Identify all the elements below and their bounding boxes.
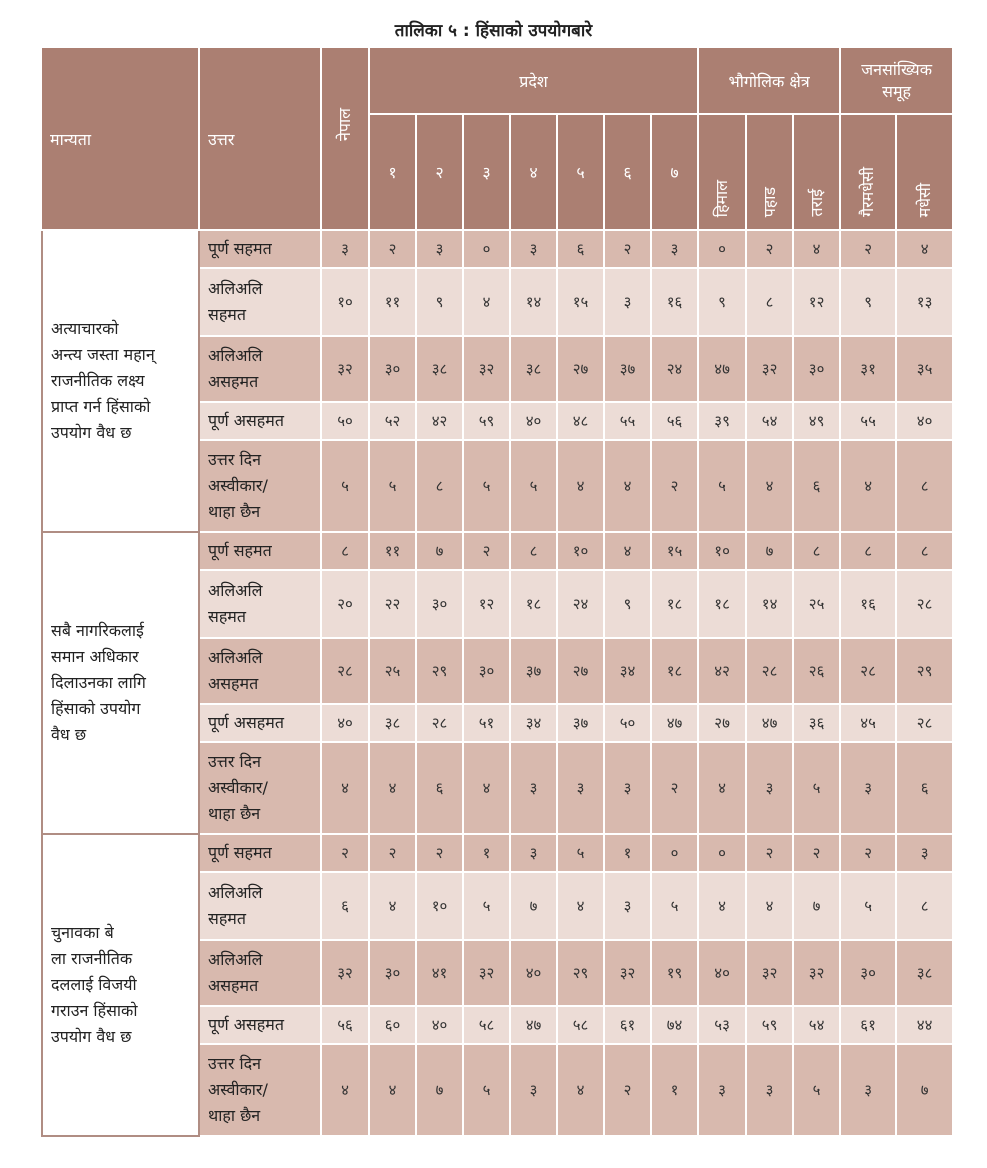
answer-label: अलिअलि xyxy=(208,950,263,969)
value-cell: ३५ xyxy=(896,336,953,402)
value-cell: ५ xyxy=(463,440,510,532)
value-cell: ० xyxy=(698,230,746,268)
value-cell: १८ xyxy=(510,570,557,638)
answer-label: अलिअलि xyxy=(208,581,263,600)
header-geo-group: भौगोलिक क्षेत्र xyxy=(698,48,840,114)
answer-label: असहमत xyxy=(208,674,259,693)
answer-label: सहमत xyxy=(208,909,247,928)
answer-label: सहमत xyxy=(208,305,247,324)
value-cell: ५ xyxy=(369,440,416,532)
value-cell: २ xyxy=(746,230,793,268)
answer-label: पूर्ण असहमत xyxy=(208,713,284,732)
value-cell: ७ xyxy=(896,1044,953,1136)
value-cell: ४८ xyxy=(557,402,604,440)
value-cell: ४० xyxy=(698,940,746,1006)
header-province-2: २ xyxy=(416,114,463,230)
value-cell: ८ xyxy=(896,532,953,570)
value-cell: ३९ xyxy=(698,402,746,440)
value-cell: ४ xyxy=(369,872,416,940)
value-cell: ३ xyxy=(557,742,604,834)
value-cell: २ xyxy=(463,532,510,570)
value-cell: २६ xyxy=(793,638,840,704)
value-cell: ८ xyxy=(416,440,463,532)
value-cell: १८ xyxy=(698,570,746,638)
header-province-5: ५ xyxy=(557,114,604,230)
header-province-6: ६ xyxy=(604,114,651,230)
value-cell: ५९ xyxy=(746,1006,793,1044)
value-cell: ४५ xyxy=(840,704,896,742)
answer-label: अस्वीकार/ xyxy=(208,778,268,797)
header-geo-pahad: पहाड xyxy=(746,114,793,230)
value-cell: ८ xyxy=(746,268,793,336)
value-cell: ८ xyxy=(840,532,896,570)
value-cell: ३ xyxy=(604,742,651,834)
value-cell: ० xyxy=(651,834,698,872)
value-cell: ५५ xyxy=(840,402,896,440)
value-cell: ५८ xyxy=(557,1006,604,1044)
value-cell: ३ xyxy=(321,230,369,268)
value-cell: ४ xyxy=(698,742,746,834)
value-cell: ० xyxy=(463,230,510,268)
value-cell: ३ xyxy=(604,268,651,336)
value-cell: ९ xyxy=(604,570,651,638)
value-cell: २९ xyxy=(416,638,463,704)
answer-cell xyxy=(199,402,321,440)
value-cell: ३२ xyxy=(321,336,369,402)
table-row xyxy=(42,230,953,268)
value-cell: ५४ xyxy=(793,1006,840,1044)
belief-cell: चुनावका बे ला राजनीतिक दललाई विजयी गराउन हिंसाको उपयोग वैध छ xyxy=(42,834,199,1136)
value-cell: ३ xyxy=(896,834,953,872)
value-cell: ९ xyxy=(698,268,746,336)
header-demographic-group: जनसांख्यिक समूह xyxy=(840,48,953,114)
value-cell: ३२ xyxy=(463,336,510,402)
value-cell: २७ xyxy=(698,704,746,742)
table-body xyxy=(42,230,953,1136)
value-cell: ३ xyxy=(510,1044,557,1136)
value-cell: २५ xyxy=(793,570,840,638)
value-cell: ४ xyxy=(463,742,510,834)
value-cell: २ xyxy=(651,440,698,532)
answer-cell xyxy=(199,336,321,402)
value-cell: ५१ xyxy=(463,704,510,742)
answer-label: अलिअलि xyxy=(208,883,263,902)
answer-cell xyxy=(199,1006,321,1044)
table-title: तालिका ५ : हिंसाको उपयोगबारे xyxy=(394,21,593,41)
answer-cell xyxy=(199,230,321,268)
value-cell: ५ xyxy=(463,1044,510,1136)
value-cell: ३७ xyxy=(604,336,651,402)
value-cell: ३२ xyxy=(321,940,369,1006)
value-cell: १२ xyxy=(793,268,840,336)
value-cell: ३० xyxy=(463,638,510,704)
answer-cell xyxy=(199,1044,321,1136)
header-demo-non-madhesi: गैरमधेसी xyxy=(840,114,896,230)
value-cell: ३७ xyxy=(510,638,557,704)
answer-cell xyxy=(199,638,321,704)
value-cell: ४ xyxy=(840,440,896,532)
value-cell: ५ xyxy=(698,440,746,532)
value-cell: २७ xyxy=(557,638,604,704)
value-cell: २ xyxy=(840,834,896,872)
value-cell: ३ xyxy=(746,1044,793,1136)
table-row xyxy=(42,532,953,570)
value-cell: ० xyxy=(698,834,746,872)
answer-label: पूर्ण असहमत xyxy=(208,1015,284,1034)
value-cell: ३८ xyxy=(896,940,953,1006)
value-cell: ५० xyxy=(321,402,369,440)
header-province-1: १ xyxy=(369,114,416,230)
value-cell: ४ xyxy=(698,872,746,940)
value-cell: ३० xyxy=(369,336,416,402)
value-cell: ६ xyxy=(416,742,463,834)
value-cell: २ xyxy=(746,834,793,872)
value-cell: २ xyxy=(321,834,369,872)
answer-cell xyxy=(199,268,321,336)
value-cell: ३२ xyxy=(746,336,793,402)
value-cell: १४ xyxy=(510,268,557,336)
value-cell: ४ xyxy=(463,268,510,336)
answer-label: असहमत xyxy=(208,976,259,995)
value-cell: २४ xyxy=(557,570,604,638)
value-cell: ३२ xyxy=(746,940,793,1006)
value-cell: ८ xyxy=(896,872,953,940)
value-cell: ४ xyxy=(321,742,369,834)
value-cell: ८ xyxy=(793,532,840,570)
value-cell: ४ xyxy=(557,440,604,532)
value-cell: २५ xyxy=(369,638,416,704)
value-cell: ४ xyxy=(557,872,604,940)
header-demo-madhesi: मधेसी xyxy=(896,114,953,230)
header-province-group: प्रदेश xyxy=(369,48,698,114)
value-cell: ३ xyxy=(510,834,557,872)
value-cell: ३ xyxy=(840,1044,896,1136)
value-cell: ५ xyxy=(321,440,369,532)
value-cell: २ xyxy=(840,230,896,268)
value-cell: ७४ xyxy=(651,1006,698,1044)
header-geo-terai: तराई xyxy=(793,114,840,230)
value-cell: २७ xyxy=(557,336,604,402)
answer-cell xyxy=(199,570,321,638)
value-cell: ४ xyxy=(369,742,416,834)
value-cell: १६ xyxy=(840,570,896,638)
answer-label: अलिअलि xyxy=(208,648,263,667)
value-cell: २८ xyxy=(746,638,793,704)
value-cell: ३२ xyxy=(604,940,651,1006)
value-cell: ३ xyxy=(746,742,793,834)
answer-label: थाहा छैन xyxy=(208,502,261,521)
value-cell: ३ xyxy=(510,742,557,834)
header-belief: मान्यता xyxy=(42,48,199,230)
value-cell: २० xyxy=(321,570,369,638)
value-cell: १० xyxy=(698,532,746,570)
value-cell: १३ xyxy=(896,268,953,336)
value-cell: ६ xyxy=(321,872,369,940)
value-cell: १ xyxy=(604,834,651,872)
answer-label: उत्तर दिन xyxy=(208,1054,261,1073)
answer-cell xyxy=(199,940,321,1006)
answer-label: पूर्ण सहमत xyxy=(208,239,272,258)
value-cell: १६ xyxy=(651,268,698,336)
answer-label: असहमत xyxy=(208,372,259,391)
value-cell: ४ xyxy=(793,230,840,268)
value-cell: ३ xyxy=(651,230,698,268)
value-cell: ३४ xyxy=(510,704,557,742)
value-cell: ४ xyxy=(896,230,953,268)
value-cell: ६ xyxy=(793,440,840,532)
value-cell: २ xyxy=(416,834,463,872)
value-cell: ५ xyxy=(840,872,896,940)
answer-label: अलिअलि xyxy=(208,346,263,365)
value-cell: ३ xyxy=(416,230,463,268)
answer-label: अस्वीकार/ xyxy=(208,1080,268,1099)
value-cell: ३७ xyxy=(557,704,604,742)
value-cell: ९ xyxy=(840,268,896,336)
value-cell: ४२ xyxy=(698,638,746,704)
value-cell: १ xyxy=(651,1044,698,1136)
value-cell: ४९ xyxy=(793,402,840,440)
value-cell: २९ xyxy=(557,940,604,1006)
value-cell: ४४ xyxy=(896,1006,953,1044)
value-cell: २ xyxy=(604,1044,651,1136)
answer-cell xyxy=(199,440,321,532)
value-cell: २ xyxy=(793,834,840,872)
value-cell: ४ xyxy=(369,1044,416,1136)
value-cell: ११ xyxy=(369,532,416,570)
value-cell: ५६ xyxy=(651,402,698,440)
value-cell: १० xyxy=(321,268,369,336)
answer-cell xyxy=(199,742,321,834)
value-cell: ६ xyxy=(557,230,604,268)
value-cell: १५ xyxy=(651,532,698,570)
value-cell: ७ xyxy=(416,532,463,570)
value-cell: ८ xyxy=(896,440,953,532)
belief-cell: सबै नागरिकलाई समान अधिकार दिलाउनका लागि हिंसाको उपयोग वैध छ xyxy=(42,532,199,834)
table-row xyxy=(42,834,953,872)
value-cell: ६० xyxy=(369,1006,416,1044)
value-cell: ५६ xyxy=(321,1006,369,1044)
value-cell: १८ xyxy=(651,638,698,704)
value-cell: ४० xyxy=(510,940,557,1006)
answer-label: पूर्ण सहमत xyxy=(208,843,272,862)
value-cell: ३० xyxy=(416,570,463,638)
value-cell: ४० xyxy=(321,704,369,742)
answer-label: सहमत xyxy=(208,607,247,626)
value-cell: ३ xyxy=(698,1044,746,1136)
answer-label: उत्तर दिन xyxy=(208,752,261,771)
value-cell: ५ xyxy=(793,1044,840,1136)
answer-label: थाहा छैन xyxy=(208,804,261,823)
value-cell: १२ xyxy=(463,570,510,638)
value-cell: ३४ xyxy=(604,638,651,704)
value-cell: ७ xyxy=(793,872,840,940)
value-cell: ३१ xyxy=(840,336,896,402)
header-province-4: ४ xyxy=(510,114,557,230)
value-cell: ७ xyxy=(416,1044,463,1136)
answer-label: उत्तर दिन xyxy=(208,450,261,469)
value-cell: २८ xyxy=(896,704,953,742)
header-province-3: ३ xyxy=(463,114,510,230)
value-cell: ३८ xyxy=(369,704,416,742)
value-cell: ६१ xyxy=(840,1006,896,1044)
value-cell: २ xyxy=(369,230,416,268)
value-cell: ५८ xyxy=(463,1006,510,1044)
value-cell: १० xyxy=(416,872,463,940)
value-cell: ५४ xyxy=(746,402,793,440)
answer-cell xyxy=(199,704,321,742)
value-cell: ४७ xyxy=(698,336,746,402)
value-cell: ५ xyxy=(651,872,698,940)
value-cell: ५३ xyxy=(698,1006,746,1044)
answer-label: थाहा छैन xyxy=(208,1106,261,1125)
value-cell: २ xyxy=(604,230,651,268)
value-cell: १८ xyxy=(651,570,698,638)
value-cell: ३२ xyxy=(793,940,840,1006)
value-cell: ३० xyxy=(369,940,416,1006)
value-cell: ५० xyxy=(604,704,651,742)
value-cell: २८ xyxy=(840,638,896,704)
value-cell: २२ xyxy=(369,570,416,638)
value-cell: २८ xyxy=(416,704,463,742)
value-cell: ३ xyxy=(604,872,651,940)
value-cell: ७ xyxy=(746,532,793,570)
value-cell: ३८ xyxy=(416,336,463,402)
value-cell: २९ xyxy=(896,638,953,704)
value-cell: २ xyxy=(369,834,416,872)
value-cell: १४ xyxy=(746,570,793,638)
value-cell: ५ xyxy=(463,872,510,940)
value-cell: ३२ xyxy=(463,940,510,1006)
data-table xyxy=(41,48,954,1137)
value-cell: ४७ xyxy=(651,704,698,742)
value-cell: ८ xyxy=(510,532,557,570)
value-cell: १९ xyxy=(651,940,698,1006)
value-cell: ५ xyxy=(557,834,604,872)
value-cell: ४ xyxy=(746,440,793,532)
value-cell: ४१ xyxy=(416,940,463,1006)
value-cell: ५९ xyxy=(463,402,510,440)
answer-cell xyxy=(199,834,321,872)
value-cell: ४ xyxy=(557,1044,604,1136)
header-answer: उत्तर xyxy=(199,48,321,230)
value-cell: ४ xyxy=(321,1044,369,1136)
value-cell: ५२ xyxy=(369,402,416,440)
header-province-7: ७ xyxy=(651,114,698,230)
value-cell: ४ xyxy=(604,532,651,570)
value-cell: ५ xyxy=(510,440,557,532)
value-cell: ५ xyxy=(793,742,840,834)
header-geo-himal: हिमाल xyxy=(698,114,746,230)
value-cell: ५५ xyxy=(604,402,651,440)
value-cell: ३० xyxy=(840,940,896,1006)
value-cell: ४७ xyxy=(510,1006,557,1044)
value-cell: ४ xyxy=(604,440,651,532)
value-cell: ९ xyxy=(416,268,463,336)
value-cell: ४७ xyxy=(746,704,793,742)
value-cell: २८ xyxy=(321,638,369,704)
value-cell: ६१ xyxy=(604,1006,651,1044)
answer-cell xyxy=(199,872,321,940)
answer-cell xyxy=(199,532,321,570)
answer-label: अस्वीकार/ xyxy=(208,476,268,495)
value-cell: ४ xyxy=(746,872,793,940)
value-cell: ३ xyxy=(840,742,896,834)
value-cell: ३६ xyxy=(793,704,840,742)
belief-cell: अत्याचारको अन्त्य जस्ता महान् राजनीतिक लक्ष्य प्राप्त गर्न हिंसाको उपयोग वैध छ xyxy=(42,230,199,532)
value-cell: ४० xyxy=(510,402,557,440)
value-cell: ४० xyxy=(416,1006,463,1044)
answer-label: अलिअलि xyxy=(208,279,263,298)
value-cell: ३० xyxy=(793,336,840,402)
value-cell: १५ xyxy=(557,268,604,336)
value-cell: २४ xyxy=(651,336,698,402)
header-nepal: नेपाल xyxy=(321,48,369,230)
value-cell: ४० xyxy=(896,402,953,440)
value-cell: ६ xyxy=(896,742,953,834)
value-cell: ४२ xyxy=(416,402,463,440)
value-cell: २ xyxy=(651,742,698,834)
answer-label: पूर्ण सहमत xyxy=(208,541,272,560)
answer-label: पूर्ण असहमत xyxy=(208,411,284,430)
table-header xyxy=(42,48,953,230)
value-cell: ११ xyxy=(369,268,416,336)
value-cell: ३ xyxy=(510,230,557,268)
value-cell: २८ xyxy=(896,570,953,638)
value-cell: ८ xyxy=(321,532,369,570)
value-cell: ३८ xyxy=(510,336,557,402)
value-cell: १ xyxy=(463,834,510,872)
value-cell: १० xyxy=(557,532,604,570)
value-cell: ७ xyxy=(510,872,557,940)
